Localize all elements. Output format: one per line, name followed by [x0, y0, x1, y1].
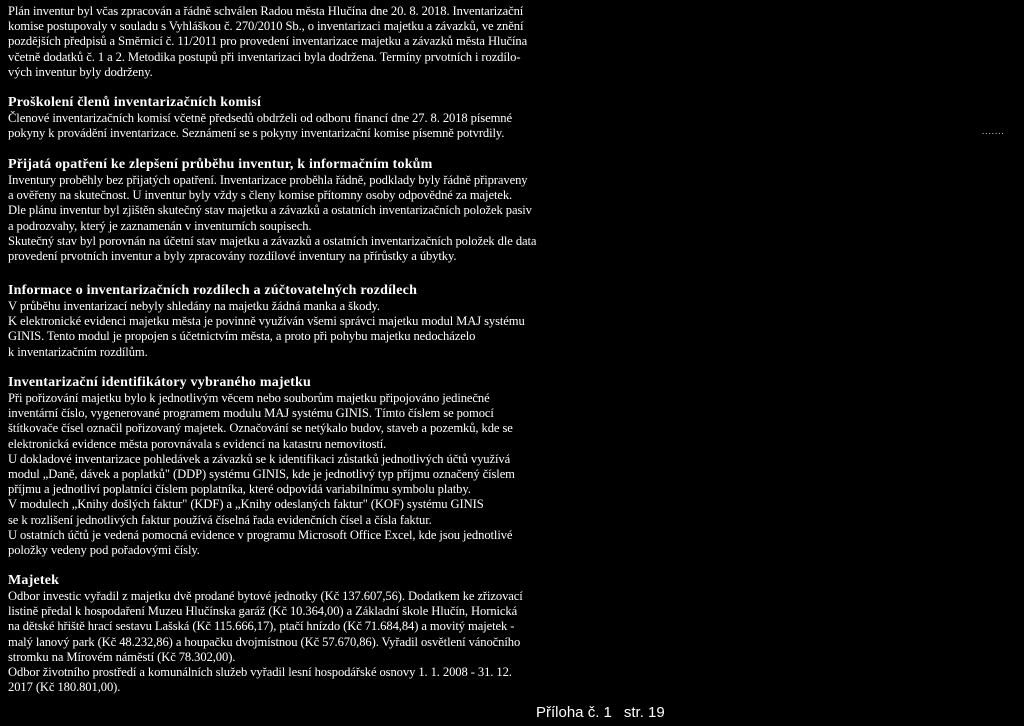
text-line: inventární číslo, vygenerované programem modulu MAJ systému GINIS. Tímto číslem se pomocí — [8, 406, 494, 421]
attachment-label: Příloha č. 1 — [536, 704, 612, 721]
text-line: příjmu a jednotliví poplatníci číslem poplatníka, které odpovídá variabilnímu symbolu platby. — [8, 482, 471, 497]
text-line: K elektronické evidenci majetku města je povinně využíván všemi správci majetku modul MAJ systému — [8, 314, 525, 329]
text-line: Plán inventur byl včas zpracován a řádně schválen Radou města Hlučína dne 20. 8. 2018. Inventarizační — [8, 4, 524, 18]
text-line: U ostatních účtů je vedená pomocná evidence v programu Microsoft Office Excel, kde jsou jednotlivé — [8, 527, 513, 542]
text-line: a ověřeny na skutečnost. U inventur byly vždy s členy komise přítomny osoby odpovědné za majetek. — [8, 188, 513, 203]
text-line: Inventury proběhly bez přijatých opatření. Inventarizace proběhla řádně, podklady byly řádně připraveny — [8, 173, 528, 187]
text-line: Odbor životního prostředí a komunálních služeb vyřadil lesní hospodářské osnovy 1. 1. 2008 - 31. 12. — [8, 665, 512, 680]
text-line: stromku na Mírovém náměstí (Kč 78.302,00). — [8, 649, 236, 664]
text-line: Při pořizování majetku bylo k jednotlivým věcem nebo souborům majetku připojováno jedinečné — [8, 391, 490, 405]
section-property — [8, 572, 590, 695]
text-line: k inventarizačním rozdílům. — [8, 344, 148, 359]
text-line: a podrozvahy, který je zaznamenán v inventurních soupisech. — [8, 218, 312, 233]
text-line: modul „Daně, dávek a poplatků" (DDP) systému GINIS, kde je jednotlivý typ příjmu označený číslem — [8, 467, 515, 482]
text-line: listině předal k hospodaření Muzeu Hlučínska garáž (Kč 10.364,00) a Základní škole Hlučín, Hornická — [8, 604, 518, 619]
text-line: Skutečný stav byl porovnán na účetní stav majetku a závazků a ostatních inventarizačních položek dle data — [8, 233, 537, 248]
text-line: U dokladové inventarizace pohledávek a závazků se k identifikaci zůstatků jednotlivých účtů využívá — [8, 451, 511, 466]
text-line: na dětské hřiště hrací sestavu Lašská (Kč 115.666,17), ptačí hnízdo (Kč 71.684,84) a movitý majetek - — [8, 619, 515, 634]
text-line: V modulech „Knihy došlých faktur" (KDF) a „Knihy odeslaných faktur" (KOF) systému GINIS — [8, 497, 484, 512]
text-line: vých inventur byly dodrženy. — [8, 64, 153, 79]
text-line: elektronická evidence města porovnávala s evidencí na katastru nemovitostí. — [8, 436, 387, 451]
text-line: Odbor investic vyřadil z majetku dvě prodané bytové jednotky (Kč 137.607,56). Dodatkem ke zřizovací — [8, 589, 523, 603]
text-line: včetně dodatků č. 1 a 2. Metodika postupů při inventarizaci byla dodržena. Termíny prvotních i rozdílo- — [8, 49, 521, 64]
text-line: položky vedeny pod pořadovými čísly. — [8, 543, 200, 558]
section-differences — [8, 282, 590, 360]
page-number: str. 19 — [623, 704, 665, 721]
section-heading: Proškolení členů inventarizačních komisí — [8, 95, 262, 110]
text-line: se k rozlišení jednotlivých faktur používá číselná řada evidenčních čísel a čísla faktur. — [8, 512, 432, 527]
section-training — [8, 94, 590, 141]
section-measures — [8, 156, 590, 264]
section-heading: Majetek — [8, 573, 60, 588]
text-line: V průběhu inventarizací nebyly shledány na majetku žádná manka a škody. — [8, 299, 380, 313]
text-line: štítkovače čísel označil pořizovaný majetek. Označování se netýkalo budov, staveb a pozemků, kde se — [8, 421, 513, 436]
section-identifiers — [8, 374, 590, 558]
section-heading: Inventarizační identifikátory vybraného majetku — [8, 375, 312, 390]
text-line: provedení prvotních inventur a byly zpracovány rozdílové inventury na přírůstky a úbytky. — [8, 249, 457, 264]
text-line: malý lanový park (Kč 48.232,86) a houpačku dvojmístnou (Kč 57.670,86). Vyřadil osvětlení vánočního — [8, 634, 521, 649]
text-line: GINIS. Tento modul je propojen s účetnictvím města, a proto při pohybu majetku nedocházelo — [8, 329, 476, 344]
text-line: Dle plánu inventur byl zjištěn skutečný stav majetku a závazků a ostatních inventarizačních položek pasiv — [8, 203, 532, 218]
text-line: 2017 (Kč 180.801,00). — [8, 680, 121, 695]
margin-mark: ....... — [982, 126, 1005, 136]
section-heading: Přijatá opatření ke zlepšení průběhu inventur, k informačním tokům — [8, 157, 433, 172]
page-footer — [536, 704, 665, 721]
text-line: pozdějších předpisů a Směrnicí č. 11/2011 pro provedení inventarizace majetku a závazků města Hlučína — [8, 34, 528, 49]
intro-paragraph — [8, 4, 590, 80]
text-line: pokyny k provádění inventarizace. Seznámení se s pokyny inventarizační komise písemně potvrdily. — [8, 126, 505, 141]
section-heading: Informace o inventarizačních rozdílech a zúčtovatelných rozdílech — [8, 283, 418, 298]
text-line: komise postupovaly v souladu s Vyhláškou č. 270/2010 Sb., o inventarizaci majetku a závazků, ve znění — [8, 19, 524, 34]
text-line: Členové inventarizačních komisí včetně předsedů obdrželi od odboru financí dne 27. 8. 2018 písemné — [8, 111, 512, 125]
